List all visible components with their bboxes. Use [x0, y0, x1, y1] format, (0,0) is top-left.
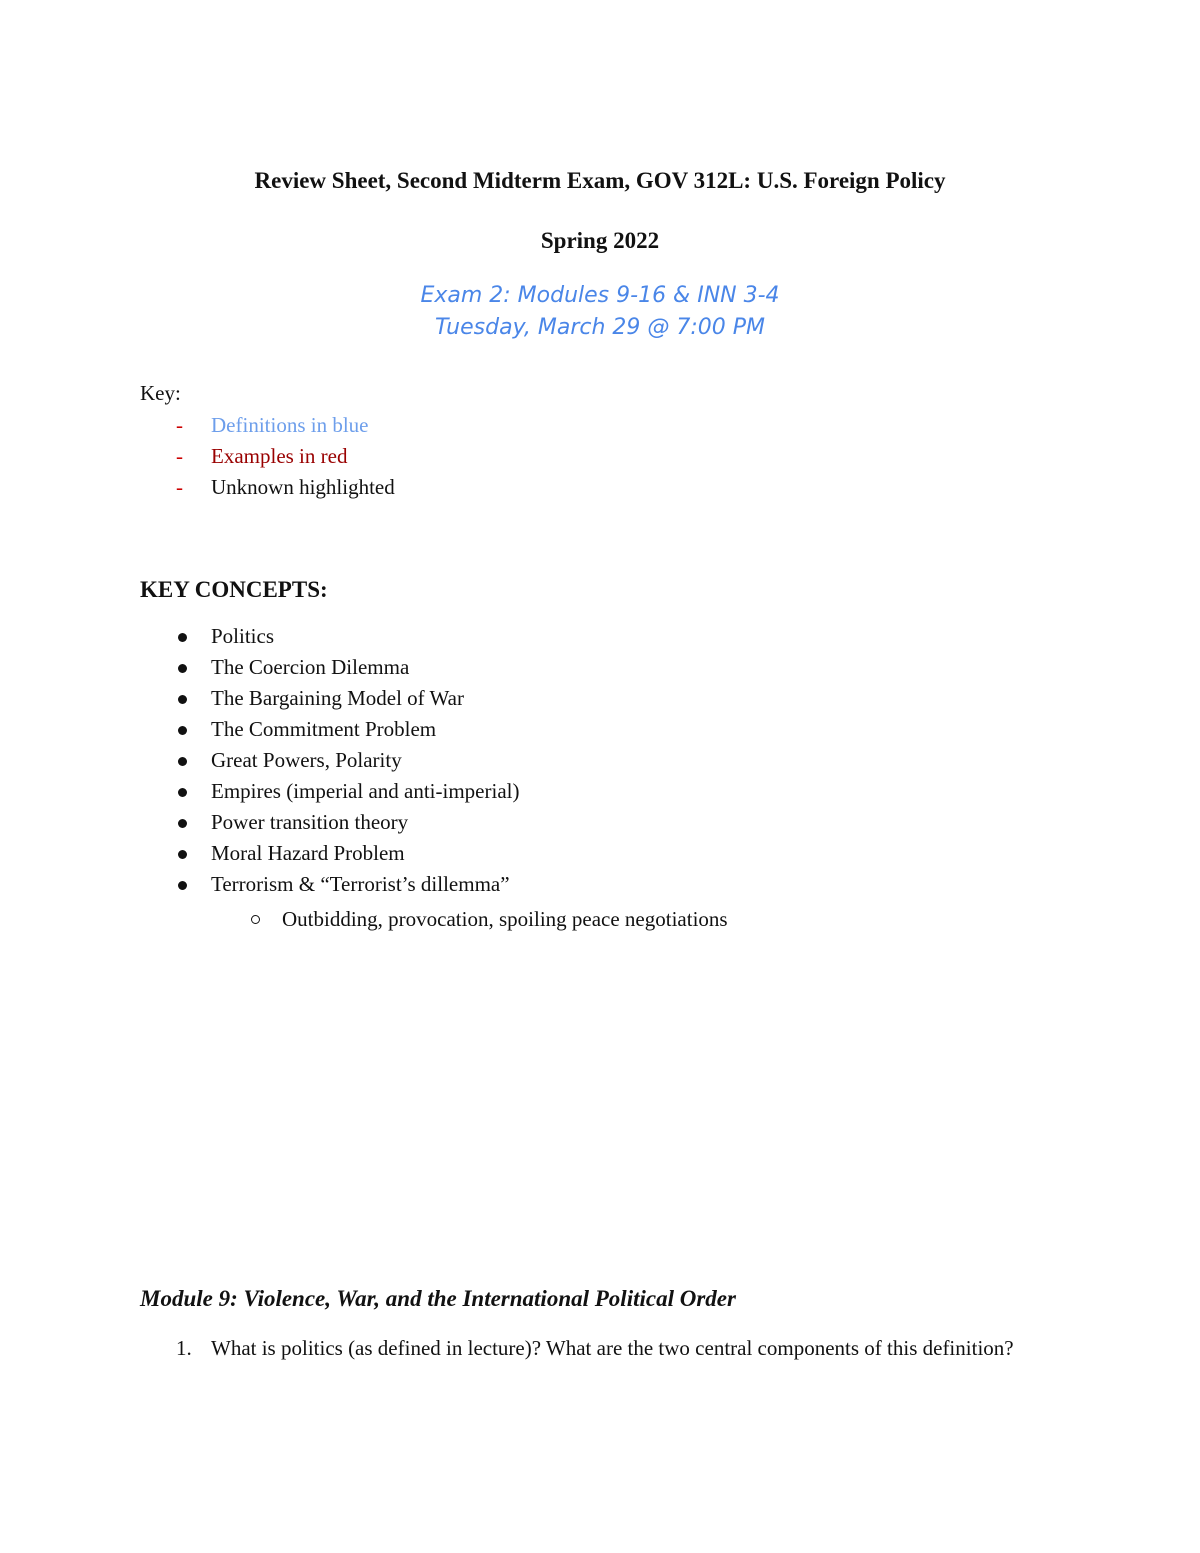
bullet-icon: [178, 664, 187, 673]
key-item-examples: [140, 441, 395, 472]
document-term: Spring 2022: [540, 228, 660, 253]
concept-label: Moral Hazard Problem: [211, 841, 405, 865]
key-item-definitions: [140, 410, 395, 441]
key-list: [140, 410, 395, 503]
bullet-icon: [178, 726, 187, 735]
concept-label: Politics: [211, 624, 275, 648]
concept-label: Power transition theory: [211, 810, 409, 834]
document-title: Review Sheet, Second Midterm Exam, GOV 312L: U.S. Foreign Policy: [254, 168, 946, 193]
question-item: [140, 1333, 1020, 1364]
list-item: [140, 714, 519, 745]
dash-marker: -: [176, 413, 183, 437]
bullet-icon: [178, 881, 187, 890]
hollow-bullet-icon: [251, 915, 260, 924]
concept-label: The Commitment Problem: [211, 717, 437, 741]
question-number: 1.: [176, 1336, 192, 1360]
key-item-label: Examples in red: [211, 444, 348, 468]
concept-label: The Bargaining Model of War: [211, 686, 464, 710]
bullet-icon: [178, 633, 187, 642]
list-item: [140, 776, 519, 807]
bullet-icon: [178, 788, 187, 797]
module-9-heading: Module 9: Violence, War, and the International Political Order: [140, 1286, 736, 1311]
bullet-icon: [178, 819, 187, 828]
key-item-label: Unknown highlighted: [211, 475, 395, 499]
bullet-icon: [178, 850, 187, 859]
concept-label: Empires (imperial and anti-imperial): [211, 779, 520, 803]
question-text: What is politics (as defined in lecture)? What are the two central components of this definition?: [211, 1336, 1014, 1360]
list-item: [140, 621, 519, 652]
key-item-unknown: [140, 472, 395, 503]
dash-marker: -: [176, 444, 183, 468]
list-item: [140, 807, 519, 838]
terrorism-sublist: [211, 904, 728, 935]
module-9-questions: [140, 1333, 1020, 1364]
key-label: Key:: [140, 381, 181, 405]
subconcept-label: Outbidding, provocation, spoiling peace negotiations: [282, 907, 728, 931]
list-item: [211, 904, 728, 935]
exam-date: Tuesday, March 29 @ 7:00 PM: [434, 315, 766, 340]
key-concepts-list: [140, 621, 519, 900]
bullet-icon: [178, 695, 187, 704]
list-item: [140, 838, 519, 869]
list-item: [140, 683, 519, 714]
concept-label: The Coercion Dilemma: [211, 655, 410, 679]
exam-scope: Exam 2: Modules 9-16 & INN 3-4: [420, 283, 780, 308]
list-item: [140, 652, 519, 683]
key-item-label: Definitions in blue: [211, 413, 369, 437]
concept-label: Great Powers, Polarity: [211, 748, 402, 772]
bullet-icon: [178, 757, 187, 766]
dash-marker: -: [176, 475, 183, 499]
list-item: [140, 745, 519, 776]
concept-label: Terrorism & “Terrorist’s dillemma”: [211, 872, 510, 896]
key-concepts-heading: KEY CONCEPTS:: [140, 577, 328, 602]
list-item: [140, 869, 519, 900]
